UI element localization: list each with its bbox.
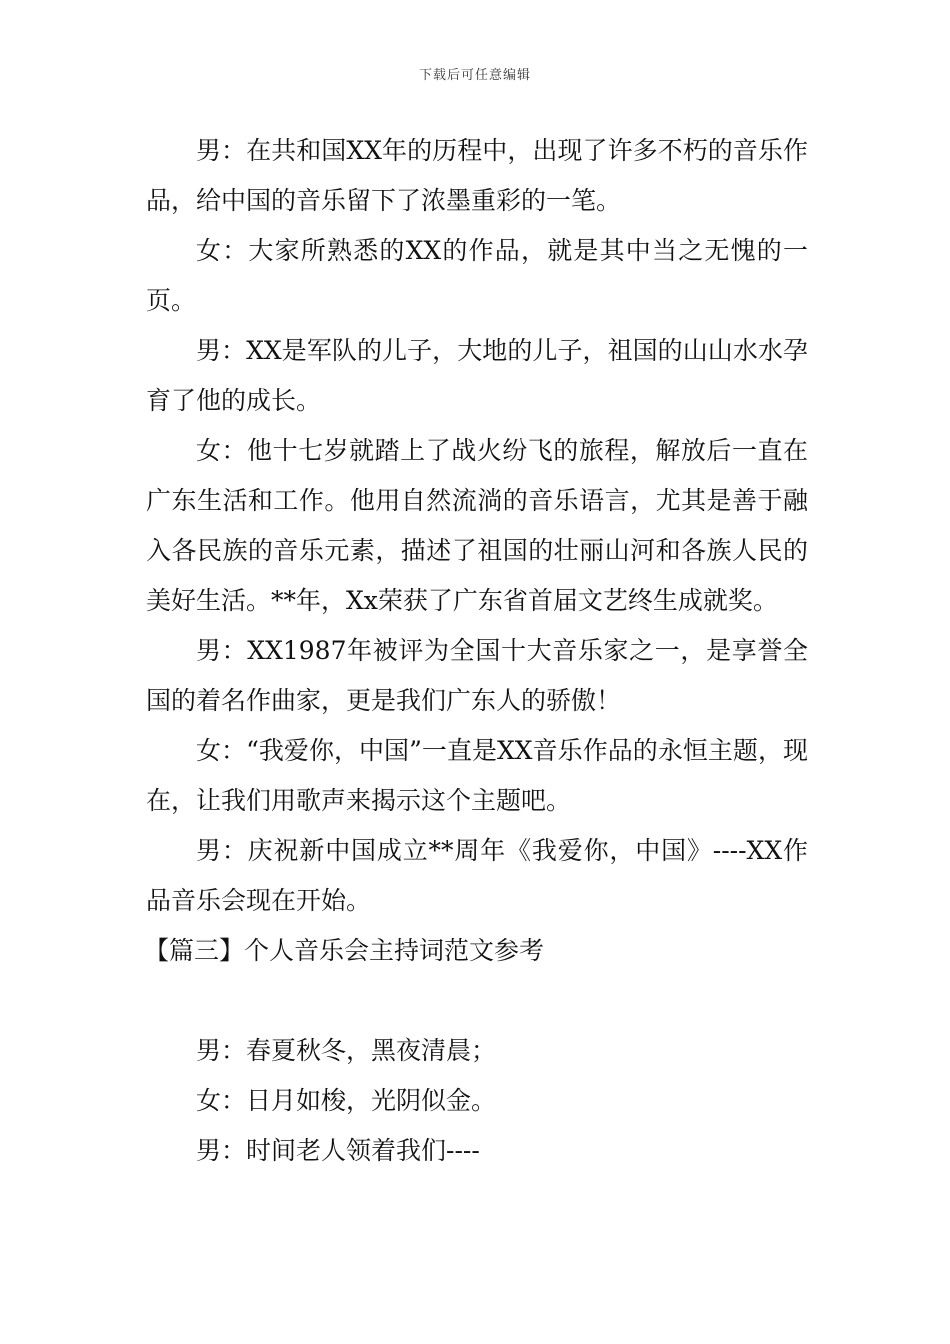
- document-body: [146, 126, 808, 1176]
- paragraph-3: 男：XX是军队的儿子，大地的儿子，祖国的山山水水孕育了他的成长。: [146, 336, 808, 415]
- paragraph-4: 女：他十七岁就踏上了战火纷飞的旅程，解放后一直在广东生活和工作。他用自然流淌的音乐语言，尤其是善于融入各民族的音乐元素，描述了祖国的壮丽山河和各族人民的美好生活。**年，Xx荣获了广东省首届文艺终生成就奖。: [146, 436, 808, 615]
- paragraph-7: 男：庆祝新中国成立**周年《我爱你，中国》----XX作品音乐会现在开始。: [146, 836, 808, 915]
- section-paragraph-2: 女：日月如梭，光阴似金。: [196, 1086, 497, 1115]
- paragraph-6: 女：“我爱你，中国”一直是XX音乐作品的永恒主题，现在，让我们用歌声来揭示这个主题吧。: [146, 736, 808, 815]
- paragraph-1: 男：在共和国XX年的历程中，出现了许多不朽的音乐作品，给中国的音乐留下了浓墨重彩的一笔。: [146, 136, 808, 215]
- section-paragraph-1: 男：春夏秋冬，黑夜清晨；: [196, 1036, 497, 1065]
- blank-line: [146, 976, 808, 1026]
- section-paragraph-3: 男：时间老人领着我们----: [196, 1136, 480, 1165]
- page-header-note: 下载后可任意编辑: [418, 68, 531, 83]
- section-heading: 【篇三】个人音乐会主持词范文参考: [144, 936, 545, 965]
- paragraph-2: 女：大家所熟悉的XX的作品，就是其中当之无愧的一页。: [146, 236, 808, 315]
- paragraph-5: 男：XX1987年被评为全国十大音乐家之一，是享誉全国的着名作曲家，更是我们广东人的骄傲！: [146, 636, 808, 715]
